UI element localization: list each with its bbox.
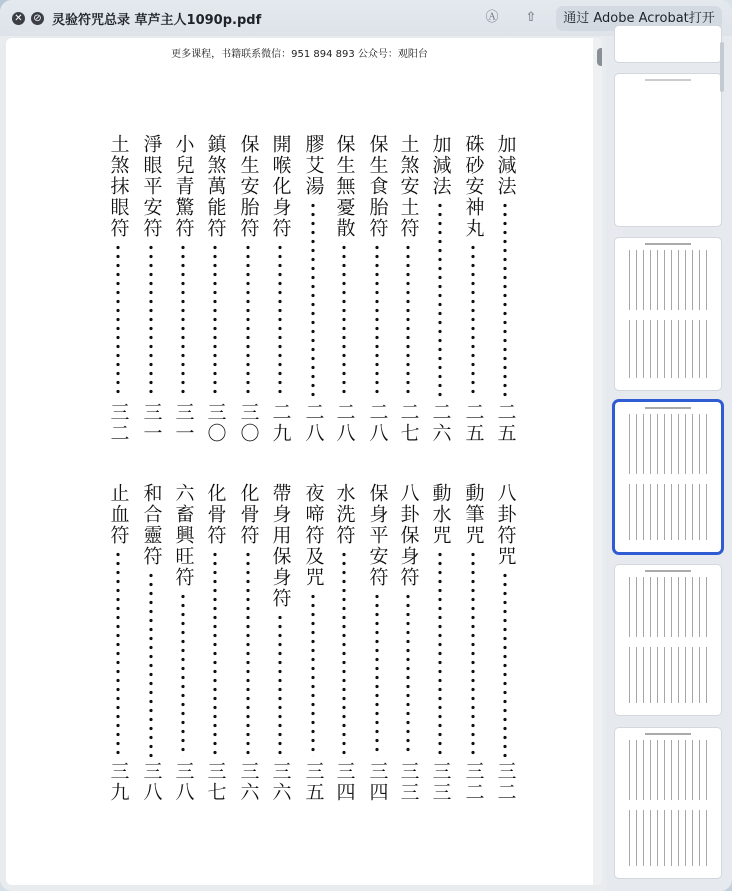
toc-entry-page: 三六 <box>237 761 260 803</box>
annotate-icon[interactable]: Ⓐ <box>485 10 499 25</box>
document-title: 灵验符咒总录 草芦主人1090p.pdf <box>52 13 262 28</box>
toc-entry <box>300 134 326 444</box>
toc-leader-dots <box>213 243 217 398</box>
toc-entry-page: 二五 <box>462 402 485 444</box>
toc-entry <box>235 483 261 803</box>
toc-entry <box>427 483 453 803</box>
toc-leader-dots <box>181 243 185 398</box>
toc-entry-title: 和合靈符 <box>140 483 163 567</box>
toc-leader-dots <box>246 550 250 757</box>
toc-entry-title: 保生安胎符 <box>237 134 260 239</box>
toc-entry-title: 水洗符 <box>333 483 356 546</box>
toc-entry <box>460 483 486 803</box>
toc-entry-title: 加減法 <box>494 134 517 197</box>
toc-entry-title: 夜啼符及咒 <box>302 483 325 588</box>
document-page[interactable] <box>6 38 602 885</box>
toc-entry-title: 化骨符 <box>204 483 227 546</box>
toc-entry <box>202 483 228 803</box>
page-scrollbar[interactable] <box>593 38 602 885</box>
toc-entry-title: 膠艾湯 <box>302 134 325 197</box>
toc-entry-page: 三六 <box>269 761 292 803</box>
toc-entry <box>202 134 228 444</box>
toc-entry <box>331 483 357 803</box>
toc-entry <box>492 483 518 803</box>
toc-entry <box>170 134 196 444</box>
toc-entry-page: 三九 <box>107 761 130 803</box>
toc-entry-page: 三三 <box>429 761 452 803</box>
toc-entry <box>331 134 357 444</box>
toc-entry-page: 三〇 <box>204 402 227 444</box>
toc-entry <box>105 483 131 803</box>
toc-leader-dots <box>471 550 475 757</box>
toc-leader-dots <box>149 243 153 398</box>
toc-entry-title: 開喉化身符 <box>269 134 292 239</box>
toc-leader-dots <box>375 592 379 757</box>
page-thumbnail[interactable] <box>615 565 721 715</box>
thumbnail-sidebar <box>606 36 732 891</box>
toc-leader-dots <box>116 243 120 398</box>
page-thumbnail[interactable] <box>615 728 721 878</box>
toc-entry-page: 三二 <box>494 761 517 803</box>
toc-entry-title: 小兒青驚符 <box>172 134 195 239</box>
toc-leader-dots <box>503 571 507 757</box>
toc-leader-dots <box>342 243 346 398</box>
page-watermark: 更多课程，书籍联系微信：951 894 893 公众号：观阳台 <box>171 49 428 60</box>
toc-entry-title: 動水咒 <box>429 483 452 546</box>
toc-entry <box>492 134 518 444</box>
toc-leader-dots <box>149 571 153 757</box>
page-thumbnail[interactable] <box>615 74 721 226</box>
toc-entry-page: 三二 <box>107 402 130 444</box>
toc-leader-dots <box>311 592 315 757</box>
toc-entry <box>300 483 326 803</box>
toc-leader-dots <box>406 592 410 757</box>
toc-entry-page: 三七 <box>204 761 227 803</box>
toc-entry-title: 土煞抹眼符 <box>107 134 130 239</box>
toc-leader-dots <box>278 243 282 398</box>
toc-entry-title: 動筆咒 <box>462 483 485 546</box>
page-thumbnail[interactable] <box>615 238 721 390</box>
block-icon[interactable]: ⊘ <box>31 12 44 25</box>
toc-entry-title: 硃砂安神丸 <box>462 134 485 239</box>
toc-entry <box>138 134 164 444</box>
toc-entry-page: 二七 <box>397 402 420 444</box>
toc-entry-page: 三八 <box>172 761 195 803</box>
toc-entry <box>395 134 421 444</box>
toc-entry-title: 保生食胎符 <box>366 134 389 239</box>
toc-entry-page: 三四 <box>366 761 389 803</box>
toc-leader-dots <box>503 201 507 398</box>
scrollbar-thumb[interactable] <box>597 48 602 66</box>
toc-entry-page: 二九 <box>269 402 292 444</box>
toc-entry-page: 二八 <box>333 402 356 444</box>
toc-leader-dots <box>438 550 442 757</box>
toc-entry <box>267 483 293 803</box>
toc-leader-dots <box>375 243 379 398</box>
toc-entry <box>235 134 261 444</box>
toc-leader-dots <box>213 550 217 757</box>
toc-entry-page: 三一 <box>172 402 195 444</box>
toc-leader-dots <box>438 201 442 398</box>
toc-entry-page: 二六 <box>429 402 452 444</box>
toc-entry <box>427 134 453 444</box>
toc-entry-title: 止血符 <box>107 483 130 546</box>
toc-entry-title: 鎮煞萬能符 <box>204 134 227 239</box>
toc-entry-page: 三八 <box>140 761 163 803</box>
toc-leader-dots <box>181 592 185 757</box>
toc-entry-title: 帶身用保身符 <box>269 483 292 609</box>
toc-entry-page: 二八 <box>366 402 389 444</box>
toc-entry-title: 六畜興旺符 <box>172 483 195 588</box>
toc-leader-dots <box>471 243 475 398</box>
toc-leader-dots <box>116 550 120 757</box>
toc-entry <box>105 134 131 444</box>
toc-leader-dots <box>278 613 282 757</box>
toc-entry-title: 八卦符咒 <box>494 483 517 567</box>
toc-entry-title: 化骨符 <box>237 483 260 546</box>
toc-entry <box>170 483 196 803</box>
toc-leader-dots <box>246 243 250 398</box>
open-in-acrobat-button[interactable]: 通过 Adobe Acrobat打开 <box>556 6 722 31</box>
toc-entry-title: 加減法 <box>429 134 452 197</box>
toc-entry-page: 三二 <box>462 761 485 803</box>
toc-entry <box>267 134 293 444</box>
toc-entry-page: 二五 <box>494 402 517 444</box>
toc-entry-page: 三一 <box>140 402 163 444</box>
toc-entry-page: 二八 <box>302 402 325 444</box>
toc-entry-title: 保生無憂散 <box>333 134 356 239</box>
toc-leader-dots <box>342 550 346 757</box>
toc-entry <box>138 483 164 803</box>
toc-entry-page: 三五 <box>302 761 325 803</box>
toc-entry-title: 保身平安符 <box>366 483 389 588</box>
toc-entry-title: 八卦保身符 <box>397 483 420 588</box>
toc-leader-dots <box>406 243 410 398</box>
page-thumbnail[interactable] <box>615 26 721 62</box>
share-icon[interactable]: ⇧ <box>525 10 537 25</box>
toc-entry-title: 土煞安土符 <box>397 134 420 239</box>
toc-entry-title: 淨眼平安符 <box>140 134 163 239</box>
toc-entry-page: 三三 <box>397 761 420 803</box>
toc-entry <box>364 483 390 803</box>
toc-entry-page: 三四 <box>333 761 356 803</box>
page-thumbnail[interactable] <box>615 402 721 552</box>
toc-leader-dots <box>311 201 315 398</box>
sidebar-scrollbar[interactable] <box>720 42 724 92</box>
toc-entry-page: 三〇 <box>237 402 260 444</box>
toc-entry <box>460 134 486 444</box>
toc-entry <box>395 483 421 803</box>
close-icon[interactable]: ✕ <box>12 12 25 25</box>
toc-entry <box>364 134 390 444</box>
